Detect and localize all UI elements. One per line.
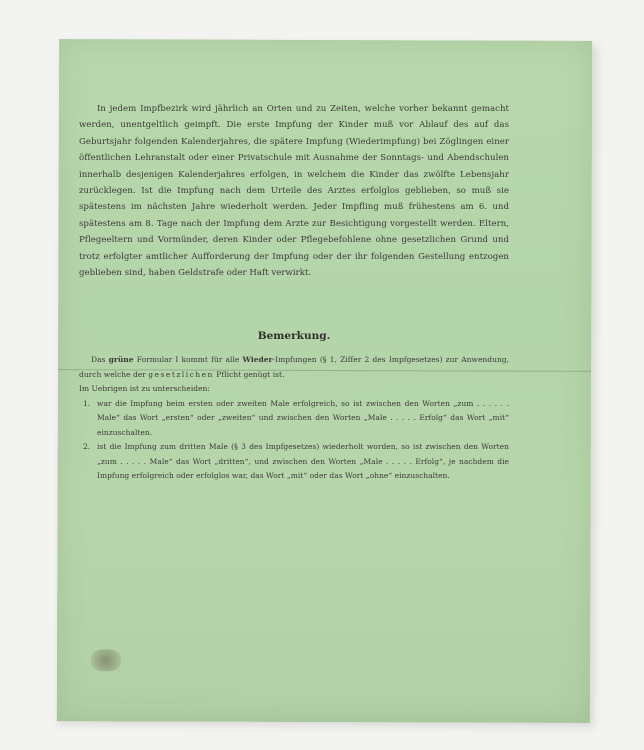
note-item-text: ist die Impfung zum dritten Male (§ 3 des Impfgesetzes) wiederholt worden, so ist zwischen den Worten „zum . . . . . Male“ das Wort „dritten“, und zwischen den Worten „Male . . . . . Erfolg“, je nachdem die Impfung erfolgreich oder erfolglos war, das Wort „mit“ oder das Wort „ohne“ einzuschalten.	[97, 442, 509, 480]
main-paragraph	[79, 101, 509, 281]
note-item-text: war die Impfung beim ersten oder zweiten Male erfolgreich, so ist zwischen den Worten „zum . . . . . . Male“ das Wort „ersten“ oder „zweiten“ und zwischen den Worten „Male . . . . . Erfolg“ das Wort „mit“ einzuschalten.	[97, 398, 509, 437]
note-intro-part: Formular I kommt für alle	[136, 355, 240, 364]
paragraph-text: In jedem Impfbezirk wird jährlich an Orten und zu Zeiten, welche vorher bekannt gemacht werden, unentgeltlich geimpft. Die erste Impfung der Kinder muß vor Ablauf des auf das Geburtsjahr folgenden Kalenderjahres, die spätere Impfung (Wiederimpfung) bei Zöglingen einer öffentlichen Lehranstalt oder einer Privatschule mit Ausnahme der Sonntags- und Abendschulen innerhalb desjenigen Kalenderjahres erfolgen, in welchem die Kinder das zwölfte Lebensjahr zurücklegen. Ist die Impfung nach dem Urteile des Arztes erfolglos geblieben, so muß sie spätestens im nächsten Jahre wiederholt werden. Jeder Impfling muß frühestens am 6. und spätestens am 8. Tage nach der Impfung dem Arzte zur Besichtigung vorgestellt werden. Eltern, Pflegeeltern und Vormünder, deren Kinder oder Pflegebefohlene ohne gesetzlichen Grund und trotz erfolgter amtlicher Aufforderung der Impfung oder der ihr folgenden Gestellung entzogen geblieben sind, haben Geldstrafe oder Haft verwirkt.	[79, 104, 509, 279]
note-intro-spaced: gesetzlichen	[148, 369, 214, 379]
note-item-number: 1.	[83, 398, 91, 408]
note-intro-part: Pflicht genügt ist.	[216, 369, 285, 379]
note-section	[79, 353, 509, 484]
document-text	[79, 101, 510, 480]
note-intro-emphasis: grüne	[108, 355, 134, 364]
note-intro-emphasis: Wieder	[242, 355, 273, 364]
note-item-number: 2.	[83, 442, 91, 451]
note-intro-part: Das	[91, 355, 106, 364]
note-subline: Im Uebrigen ist zu unterscheiden:	[79, 384, 210, 393]
stain-mark	[91, 649, 121, 671]
note-item	[79, 397, 509, 441]
note-intro	[79, 353, 509, 382]
section-heading: Bemerkung.	[257, 330, 331, 342]
note-item	[79, 440, 509, 484]
note-intro-part: -Impfungen (§ 1, Ziffer 2 des Impfgesetzes) zur Anwendung, durch welche der	[79, 355, 510, 379]
